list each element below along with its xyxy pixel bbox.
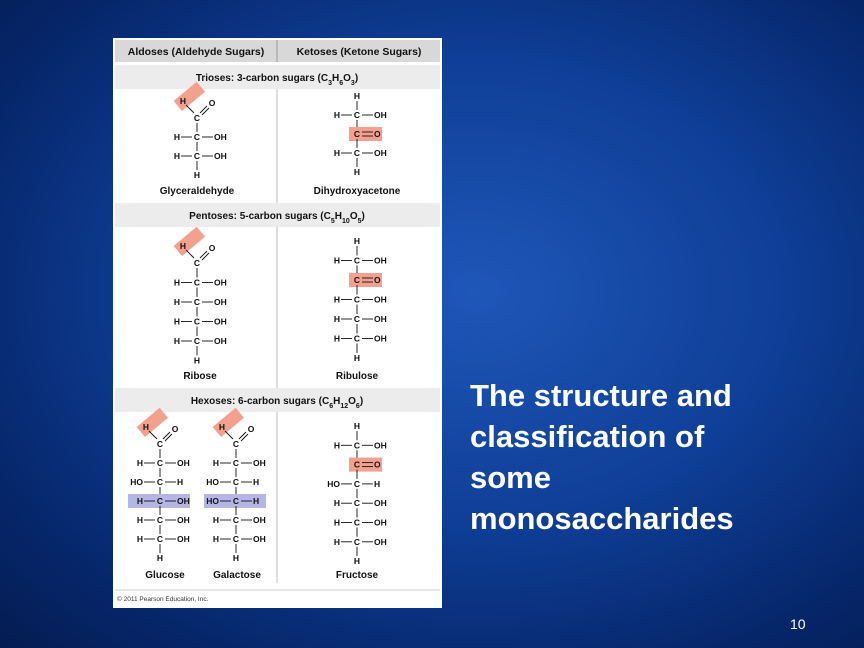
glyceraldehyde-label: Glyceraldehyde bbox=[159, 186, 235, 197]
ribose-label: Ribose bbox=[183, 371, 217, 382]
atom-label: OH bbox=[214, 297, 227, 307]
atom-label: H bbox=[136, 534, 143, 544]
caption-line-4: monosaccharides bbox=[470, 501, 734, 536]
copyright-text: © 2011 Pearson Education, Inc. bbox=[117, 596, 209, 603]
atom-label: H bbox=[253, 477, 260, 487]
atom-label: OH bbox=[374, 498, 387, 509]
atom-label: OH bbox=[253, 458, 266, 468]
atom-label: H bbox=[333, 148, 340, 158]
atom-label: C bbox=[353, 110, 361, 120]
atom-label: HO bbox=[206, 477, 219, 487]
atom-label: H bbox=[333, 333, 340, 344]
atom-label: H bbox=[177, 477, 184, 487]
atom-label: H bbox=[136, 496, 143, 506]
atom-label: C bbox=[353, 459, 361, 470]
caption-line-3: some bbox=[470, 460, 551, 495]
carbonyl-highlight bbox=[213, 408, 244, 437]
atom-label: OH bbox=[374, 517, 387, 528]
atom-label: H bbox=[173, 316, 180, 327]
atom-label: OH bbox=[214, 336, 227, 346]
structures-layer bbox=[128, 82, 387, 566]
carbonyl-highlight bbox=[174, 227, 205, 256]
atom-label: OH bbox=[214, 277, 227, 288]
atom-label: OH bbox=[374, 148, 387, 158]
atom-label: C bbox=[353, 275, 361, 285]
galactose-label: Galactose bbox=[213, 570, 261, 581]
atom-label: H bbox=[353, 236, 361, 246]
atom-label: C bbox=[353, 148, 361, 158]
atom-label: C bbox=[353, 478, 361, 489]
atom-label: C bbox=[193, 113, 201, 123]
monosaccharide-figure bbox=[113, 38, 442, 608]
structure-diagram bbox=[113, 38, 442, 608]
atom-label: H bbox=[136, 515, 143, 525]
atom-label: HO bbox=[130, 477, 143, 487]
atom-label: HO bbox=[206, 496, 219, 506]
bond-line bbox=[186, 105, 194, 113]
atom-label: C bbox=[156, 534, 164, 544]
atom-label: H bbox=[193, 355, 201, 366]
atom-label: C bbox=[156, 458, 164, 468]
atom-label: OH bbox=[374, 255, 387, 266]
atom-label: H bbox=[193, 170, 201, 180]
atom-label: H bbox=[333, 255, 340, 266]
atom-label: OH bbox=[253, 534, 266, 544]
bond-line bbox=[165, 434, 172, 441]
atom-label: C bbox=[156, 439, 164, 449]
hexoses-title: Hexoses: 6-carbon sugars $(C_6H_{12}O_6)$ bbox=[190, 396, 364, 410]
atom-label: H bbox=[374, 478, 381, 489]
atom-label: C bbox=[156, 477, 164, 487]
atom-label: H bbox=[173, 297, 180, 307]
atom-label: H bbox=[212, 458, 219, 468]
bond-line bbox=[225, 431, 233, 439]
atom-label: OH bbox=[177, 534, 190, 544]
atom-label: C bbox=[193, 258, 201, 268]
atom-label: C bbox=[193, 316, 201, 327]
atom-label: H bbox=[212, 515, 219, 525]
atom-label: H bbox=[353, 167, 361, 177]
atom-label: H bbox=[353, 353, 361, 363]
atom-label: O bbox=[171, 424, 179, 434]
atom-label: H bbox=[173, 277, 180, 288]
atom-label: OH bbox=[374, 294, 387, 305]
atom-label: OH bbox=[177, 515, 190, 525]
atom-label: OH bbox=[214, 132, 227, 142]
atom-label: C bbox=[353, 129, 361, 139]
atom-label: H bbox=[333, 294, 340, 305]
atom-label: H bbox=[253, 496, 260, 506]
atom-label: H bbox=[179, 96, 187, 106]
atom-label: O bbox=[247, 424, 255, 434]
pentoses-title: Pentoses: 5-carbon sugars $(C_5H_{10}O_5)$ bbox=[189, 211, 365, 225]
atom-label: H bbox=[212, 534, 219, 544]
atom-label: OH bbox=[177, 458, 190, 468]
atom-label: H bbox=[333, 110, 340, 120]
atom-label: C bbox=[353, 517, 361, 528]
atom-label: C bbox=[232, 439, 240, 449]
atom-label: C bbox=[353, 314, 361, 324]
caption-line-2: classification of bbox=[470, 419, 705, 454]
fructose-label: Fructose bbox=[335, 570, 379, 581]
atom-label: OH bbox=[374, 536, 387, 547]
bond-line bbox=[163, 432, 170, 439]
atom-label: OH bbox=[253, 515, 266, 525]
slide-caption bbox=[470, 375, 810, 539]
atom-label: H bbox=[232, 553, 240, 563]
atom-label: H bbox=[218, 422, 226, 432]
trioses-title: Trioses: 3-carbon sugars $(C_3H_6O_3)$ bbox=[195, 73, 359, 87]
atom-label: H bbox=[156, 553, 164, 563]
atom-label: C bbox=[232, 496, 240, 506]
atom-label: OH bbox=[177, 496, 190, 506]
atom-label: C bbox=[353, 294, 361, 305]
atom-label: H bbox=[333, 440, 340, 451]
glucose-label: Glucose bbox=[145, 570, 185, 581]
bond-line bbox=[202, 108, 209, 115]
atom-label: C bbox=[353, 536, 361, 547]
atom-label: C bbox=[353, 440, 361, 451]
atom-label: H bbox=[173, 132, 180, 142]
atom-label: O bbox=[374, 459, 381, 470]
atom-label: H bbox=[333, 314, 340, 324]
atom-label: H bbox=[353, 556, 361, 567]
atom-label: H bbox=[333, 498, 340, 509]
atom-label: O bbox=[208, 243, 216, 253]
atom-label: C bbox=[156, 515, 164, 525]
atom-label: O bbox=[208, 98, 216, 108]
dihydroxyacetone-label: Dihydroxyacetone bbox=[313, 186, 401, 197]
aldoses-header: Aldoses (Aldehyde Sugars) bbox=[127, 46, 265, 58]
carbonyl-highlight bbox=[137, 408, 168, 437]
atom-label: C bbox=[156, 496, 164, 506]
atom-label: C bbox=[232, 458, 240, 468]
atom-label: C bbox=[353, 498, 361, 509]
atom-label: OH bbox=[374, 333, 387, 344]
atom-label: O bbox=[374, 275, 381, 285]
atom-label: C bbox=[353, 255, 361, 266]
atom-label: H bbox=[353, 421, 361, 431]
bond-line bbox=[186, 250, 194, 258]
atom-label: OH bbox=[374, 314, 387, 324]
atom-label: H bbox=[173, 336, 180, 346]
atom-label: OH bbox=[214, 316, 227, 327]
bond-line bbox=[149, 431, 157, 439]
ribulose-label: Ribulose bbox=[335, 371, 379, 382]
atom-label: C bbox=[353, 333, 361, 344]
atom-label: H bbox=[142, 422, 150, 432]
atom-label: H bbox=[173, 151, 180, 161]
caption-line-1: The structure and bbox=[470, 378, 732, 413]
atom-label: C bbox=[232, 515, 240, 525]
atom-label: C bbox=[193, 277, 201, 288]
atom-label: H bbox=[353, 91, 361, 101]
bond-line bbox=[202, 253, 209, 260]
bond-line bbox=[200, 251, 207, 258]
bond-line bbox=[200, 106, 207, 113]
bond-line bbox=[241, 434, 248, 441]
atom-label: OH bbox=[214, 151, 227, 161]
atom-label: C bbox=[193, 151, 201, 161]
atom-label: O bbox=[374, 129, 381, 139]
atom-label: C bbox=[193, 297, 201, 307]
atom-label: OH bbox=[374, 440, 387, 451]
atom-label: H bbox=[136, 458, 143, 468]
slide-number: 10 bbox=[790, 616, 806, 632]
atom-label: C bbox=[193, 336, 201, 346]
atom-label: C bbox=[193, 132, 201, 142]
atom-label: C bbox=[232, 534, 240, 544]
atom-label: HO bbox=[327, 478, 340, 489]
bond-line bbox=[239, 432, 246, 439]
atom-label: OH bbox=[374, 110, 387, 120]
ketoses-header: Ketoses (Ketone Sugars) bbox=[296, 46, 422, 58]
atom-label: H bbox=[179, 241, 187, 251]
atom-label: H bbox=[333, 517, 340, 528]
atom-label: C bbox=[232, 477, 240, 487]
atom-label: H bbox=[333, 536, 340, 547]
